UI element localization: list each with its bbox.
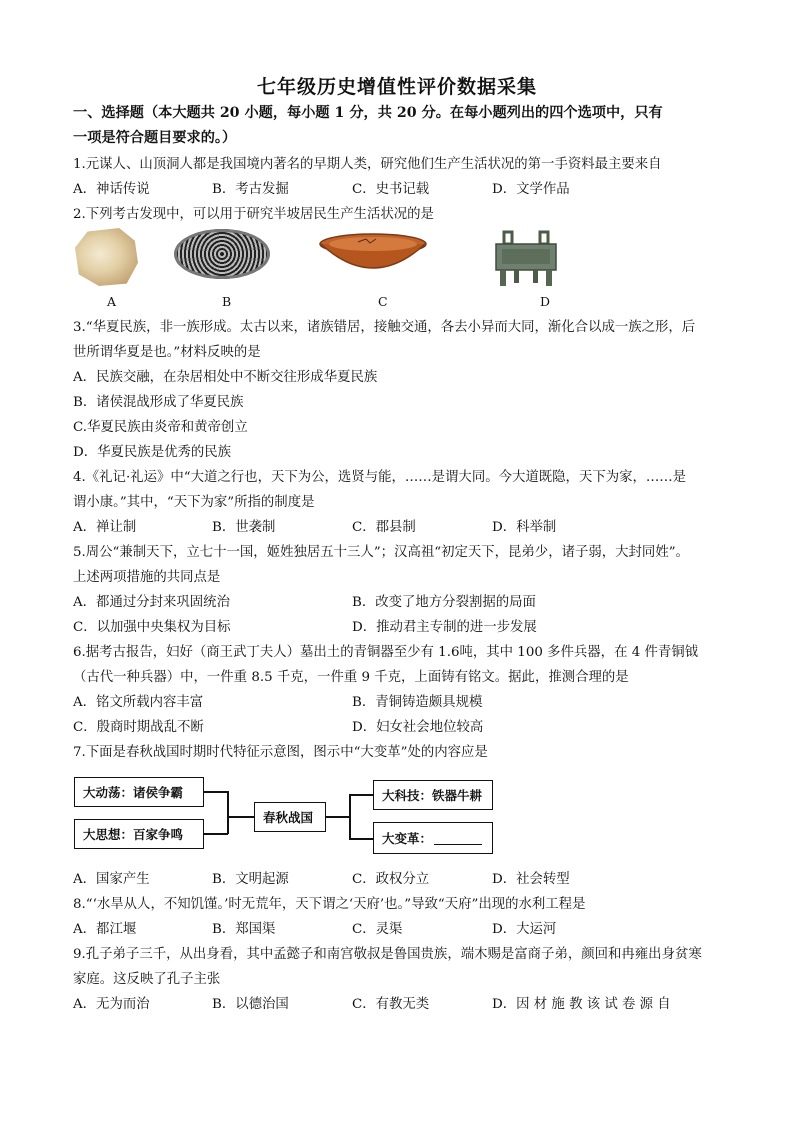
q9-stem-line-2: 家庭。这反映了孔子主张 <box>73 972 221 987</box>
q6-option-a: A．铭文所载内容丰富 <box>73 695 204 710</box>
image-label-a: A <box>107 294 117 309</box>
q9-option-a: A．无为而治 <box>73 997 150 1012</box>
image-label-c: C <box>378 294 388 309</box>
connector <box>227 791 229 834</box>
q6-option-d: D．妇女社会地位较高 <box>352 720 484 735</box>
q3-option-a: A．民族交融，在杂居相处中不断交往形成华夏民族 <box>73 370 378 385</box>
q5-option-c: C．以加强中央集权为目标 <box>73 620 231 635</box>
image-label-b: B <box>222 294 232 309</box>
q6-stem-line-2: （古代一种兵器）中，一件重 8.5 千克，一件重 9 千克，上面铸有铭文。据此，推测合理的是 <box>73 670 629 685</box>
section-heading-line-1: 一、选择题（本大题共 20 小题，每小题 1 分，共 20 分。在每小题列出的四个选项中，只有 <box>73 105 663 121</box>
q5-option-a: A．都通过分封来巩固统治 <box>73 595 230 610</box>
q4-option-c: C．郡县制 <box>352 520 416 535</box>
q4-option-a: A．禅让制 <box>73 520 137 535</box>
q4-option-b: B．世袭制 <box>212 520 276 535</box>
q8-stem: 8.“‘水旱从人，不知饥馑。’时无荒年，天下谓之‘天府’也。”导致“天府”出现的水利工程是 <box>73 897 586 912</box>
patterned-disc-image <box>174 229 270 279</box>
q7-stem: 7.下面是春秋战国时期时代特征示意图，图示中“大变革”处的内容应是 <box>73 745 488 760</box>
q7-option-a: A．国家产生 <box>73 872 150 887</box>
connector <box>326 816 350 818</box>
q3-option-d: D．华夏民族是优秀的民族 <box>73 445 232 460</box>
connector <box>204 791 228 793</box>
q8-option-d: D．大运河 <box>492 922 557 937</box>
connector <box>349 794 351 839</box>
q9-stem-line-1: 9.孔子弟子三千，从出身看，其中孟懿子和南宫敬叔是鲁国贵族，端木赐是富商子弟，颜回和冉雍出身贫寒 <box>73 947 702 962</box>
q3-stem-line-1: 3.“华夏民族，非一族形成。太古以来，诸族错居，接触交通，各去小异而大同，渐化合以成一族之形，后 <box>73 320 696 335</box>
q1-stem: 1.元谋人、山顶洞人都是我国境内著名的早期人类，研究他们生产生活状况的第一手资料最主要来自 <box>73 157 662 172</box>
q5-option-d: D．推动君主专制的进一步发展 <box>352 620 537 635</box>
q6-option-b: B．青铜铸造颇具规模 <box>352 695 483 710</box>
bronze-ding-image <box>490 230 562 288</box>
stone-tool-image <box>75 228 138 286</box>
q5-stem-line-2: 上述两项措施的共同点是 <box>73 570 221 585</box>
q1-option-b: B．考古发掘 <box>212 182 289 197</box>
diagram-box-turmoil: 大动荡：诸侯争霸 <box>74 777 204 807</box>
q2-stem: 2.下列考古发现中，可以用于研究半坡居民生产生活状况的是 <box>73 207 434 222</box>
q5-stem-line-1: 5.周公“兼制天下，立七十一国，姬姓独居五十三人”；汉高祖“初定天下，昆弟少，诸子弱，大封同姓”。 <box>73 545 689 560</box>
q8-option-a: A．都江堰 <box>73 922 137 937</box>
answer-blank <box>434 832 482 845</box>
diagram-box-center: 春秋战国 <box>254 802 326 832</box>
q9-option-b: B．以德治国 <box>212 997 289 1012</box>
pottery-bowl-image <box>318 232 428 274</box>
q7-option-c: C．政权分立 <box>352 872 430 887</box>
page-title: 七年级历史增值性评价数据采集 <box>256 76 537 98</box>
connector <box>349 794 373 796</box>
q4-stem-line-1: 4.《礼记·礼运》中“大道之行也，天下为公，选贤与能，……是谓大同。今大道既隐，天下为家，……是 <box>73 470 687 485</box>
q1-option-d: D．文学作品 <box>492 182 570 197</box>
q5-option-b: B．改变了地方分裂割据的局面 <box>352 595 536 610</box>
image-label-d: D <box>540 294 551 309</box>
q3-stem-line-2: 世所谓华夏是也。”材料反映的是 <box>73 345 261 360</box>
diagram-box-technology: 大科技：铁器牛耕 <box>373 780 493 810</box>
section-heading-line-2: 一项是符合题目要求的。） <box>73 130 237 146</box>
q8-option-b: B．郑国渠 <box>212 922 276 937</box>
q6-stem-line-1: 6.据考古报告，妇好（商王武丁夫人）墓出土的青铜器至少有 1.6吨，其中 100 多件兵器，在 4 件青铜钺 <box>73 645 699 660</box>
q3-option-b: B．诸侯混战形成了华夏民族 <box>73 395 244 410</box>
q1-option-c: C．史书记载 <box>352 182 430 197</box>
connector <box>227 816 254 818</box>
connector <box>204 833 228 835</box>
q7-option-b: B．文明起源 <box>212 872 289 887</box>
q1-option-a: A．神话传说 <box>73 182 150 197</box>
q4-stem-line-2: 谓小康。”其中，“天下为家”所指的制度是 <box>73 495 315 510</box>
q8-option-c: C．灵渠 <box>352 922 403 937</box>
diagram-box-reform <box>373 822 493 854</box>
connector <box>349 838 373 840</box>
q4-option-d: D．科举制 <box>492 520 557 535</box>
q6-option-c: C．殷商时期战乱不断 <box>73 720 204 735</box>
q9-option-d: D．因 材 施 教 该 试 卷 源 自 <box>492 997 671 1012</box>
q9-option-c: C．有教无类 <box>352 997 430 1012</box>
q7-option-d: D．社会转型 <box>492 872 570 887</box>
diagram-box-reform-label: 大变革： <box>382 831 433 846</box>
q3-option-c: C.华夏民族由炎帝和黄帝创立 <box>73 420 248 435</box>
diagram-box-thought: 大思想：百家争鸣 <box>74 819 204 849</box>
